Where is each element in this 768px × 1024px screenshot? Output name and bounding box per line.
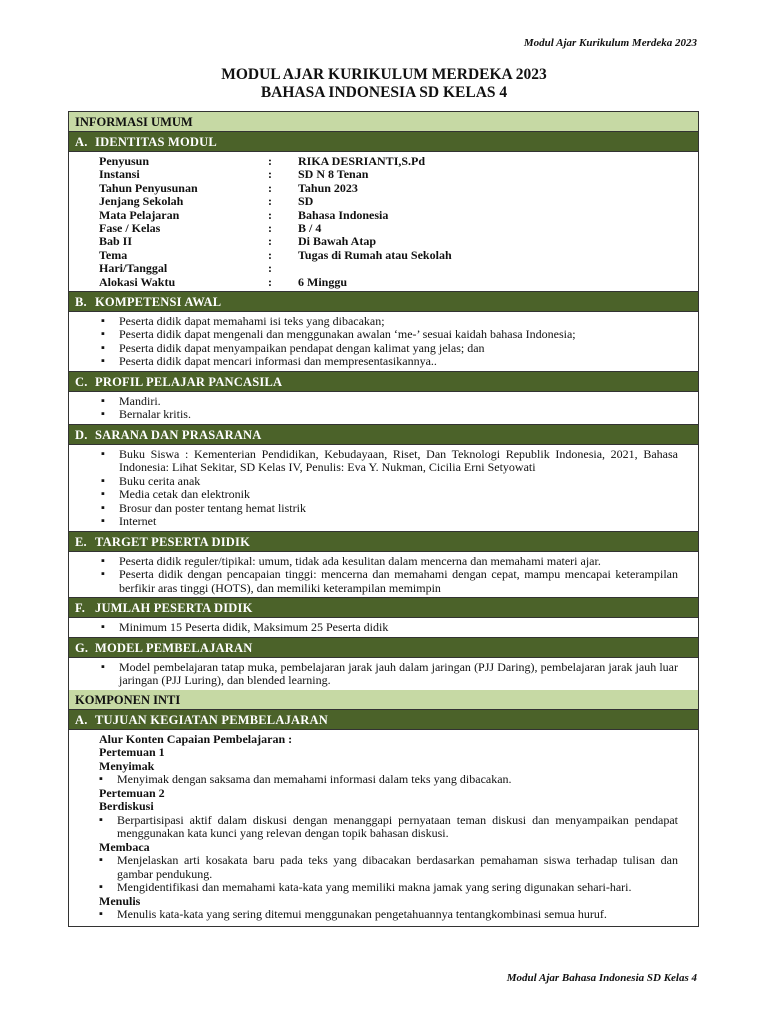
identitas-separator: : <box>268 180 272 195</box>
identitas-value: B / 4 <box>298 220 322 235</box>
identitas-row <box>99 182 698 195</box>
list-item: ▪ Mandiri. <box>101 395 678 409</box>
list-item: ▪ Berpartisipasi aktif dalam diskusi dengan menanggapi pernyataan teman diskusi dan menyampaikan pendapat menggunakan kata kunci yang relevan dengan topik bahasan diskusi. <box>99 814 678 841</box>
identitas-value: Tugas di Rumah atau Sekolah <box>298 247 452 262</box>
section-letter: E. <box>75 534 87 549</box>
identitas-separator: : <box>268 167 272 182</box>
bullet-list <box>69 658 698 690</box>
list-item: ▪ Bernalar kritis. <box>101 408 678 422</box>
section-title: TARGET PESERTA DIDIK <box>95 534 250 549</box>
list-item: ▪ Brosur dan poster tentang hemat listrik <box>101 502 678 516</box>
menulis-label: Menulis <box>99 893 141 908</box>
membaca-list <box>99 854 678 895</box>
identitas-separator: : <box>268 247 272 262</box>
list-item: ▪ Mengidentifikasi dan memahami kata-kata yang memiliki makna jamak yang sering digunakan sehari-hari. <box>99 881 678 895</box>
identitas-separator: : <box>268 154 272 168</box>
identitas-row <box>99 249 698 262</box>
identitas-key: Alokasi Waktu <box>99 274 176 289</box>
pertemuan-1-label: Pertemuan 1 <box>99 745 165 760</box>
identitas-heading <box>69 132 698 152</box>
identitas-key: Tahun Penyusunan <box>99 180 198 195</box>
list-item: ▪ Menyimak dengan saksama dan memahami informasi dalam teks yang dibacakan. <box>99 773 678 787</box>
identitas-key: Fase / Kelas <box>99 220 161 235</box>
menulis-list <box>99 908 678 922</box>
section-heading <box>69 638 698 658</box>
bullet-list <box>69 552 698 598</box>
identitas-body <box>69 152 698 292</box>
bullet-list <box>69 618 698 637</box>
berdiskusi-label: Berdiskusi <box>99 799 154 814</box>
list-item: ▪ Minimum 15 Peserta didik, Maksimum 25 Peserta didik <box>101 621 678 635</box>
section-letter: F. <box>75 601 86 616</box>
section-heading <box>69 292 698 312</box>
komponen-inti-heading: KOMPONEN INTI <box>69 690 698 710</box>
section-heading <box>69 532 698 552</box>
list-item: ▪ Media cetak dan elektronik <box>101 488 678 502</box>
identitas-row <box>99 195 698 208</box>
identitas-row <box>99 276 698 289</box>
running-footer: Modul Ajar Bahasa Indonesia SD Kelas 4 <box>506 972 697 984</box>
list-item: ▪ Buku Siswa : Kementerian Pendidikan, Kebudayaan, Riset, Dan Teknologi Republik Indonesia, 2021, Bahasa Indonesia: Lihat Sekitar, SD Kelas IV, Penulis: Eva Y. Nukman, Cicilia Erni Setyowati <box>101 448 678 475</box>
module-table <box>68 111 699 927</box>
identitas-row <box>99 222 698 235</box>
title-line-1: MODUL AJAR KURIKULUM MERDEKA 2023 <box>221 66 547 83</box>
section-letter: G. <box>75 640 89 655</box>
section-letter: A. <box>75 135 88 149</box>
tujuan-body <box>69 730 698 926</box>
list-item: ▪ Peserta didik dapat mengenali dan menggunakan awalan ‘me-’ sesuai kaidah bahasa Indonesia; <box>101 328 678 342</box>
identitas-separator: : <box>268 274 272 289</box>
identitas-row <box>99 168 698 181</box>
title-line-2: BAHASA INDONESIA SD KELAS 4 <box>260 84 508 101</box>
identitas-key: Instansi <box>99 167 140 182</box>
section-title: IDENTITAS MODUL <box>95 135 217 149</box>
identitas-row <box>99 262 698 275</box>
identitas-key: Hari/Tanggal <box>99 261 168 276</box>
identitas-value: 6 Minggu <box>298 274 348 289</box>
list-item: ▪ Peserta didik dapat menyampaikan pendapat dengan kalimat yang jelas; dan <box>101 342 678 356</box>
list-item: ▪ Model pembelajaran tatap muka, pembelajaran jarak jauh dalam jaringan (PJJ Daring), pembelajaran jarak jauh luar jaringan (PJJ Luring), dan blended learning. <box>101 661 678 688</box>
document-title <box>0 66 768 102</box>
identitas-separator: : <box>268 194 272 209</box>
tujuan-heading <box>69 710 698 730</box>
list-item: ▪ Peserta didik dapat mencari informasi dan mempresentasikannya.. <box>101 355 678 369</box>
identitas-value: Tahun 2023 <box>298 180 358 195</box>
list-item: ▪ Peserta didik reguler/tipikal: umum, tidak ada kesulitan dalam mencerna dan memahami materi ajar. <box>101 555 678 569</box>
running-header: Modul Ajar Kurikulum Merdeka 2023 <box>523 37 697 49</box>
section-letter: C. <box>75 374 88 389</box>
identitas-key: Tema <box>99 247 128 262</box>
bullet-list <box>69 445 698 531</box>
identitas-value <box>298 262 698 275</box>
list-item: ▪ Menulis kata-kata yang sering ditemui menggunakan pengetahuannya tentangkombinasi semua huruf. <box>99 908 678 922</box>
list-item: ▪ Internet <box>101 515 678 529</box>
identitas-value: SD <box>298 194 314 209</box>
list-item: ▪ Menjelaskan arti kosakata baru pada teks yang dibacakan berdasarkan pemahaman siswa terhadap tulisan dan gambar pendukung. <box>99 854 678 881</box>
section-heading <box>69 598 698 618</box>
identitas-value: RIKA DESRIANTI,S.Pd <box>298 154 426 168</box>
section-title: KOMPETENSI AWAL <box>95 294 222 309</box>
membaca-label: Membaca <box>99 839 150 854</box>
section-body <box>69 392 698 425</box>
section-body <box>69 618 698 638</box>
section-body <box>69 552 698 599</box>
identitas-separator: : <box>268 220 272 235</box>
identitas-key: Penyusun <box>99 154 150 168</box>
identitas-row <box>99 155 698 168</box>
identitas-separator: : <box>268 234 272 249</box>
list-item: ▪ Peserta didik dapat memahami isi teks yang dibacakan; <box>101 315 678 329</box>
identitas-key: Jenjang Sekolah <box>99 194 184 209</box>
bullet-list <box>69 392 698 424</box>
section-letter: A. <box>75 712 88 727</box>
identitas-key: Mata Pelajaran <box>99 207 180 222</box>
menyimak-label: Menyimak <box>99 758 155 773</box>
informasi-sections <box>69 292 698 690</box>
section-title: JUMLAH PESERTA DIDIK <box>95 601 253 616</box>
section-heading <box>69 372 698 392</box>
identitas-row <box>99 235 698 248</box>
section-heading <box>69 425 698 445</box>
section-letter: B. <box>75 294 87 309</box>
section-title: SARANA DAN PRASARANA <box>95 427 262 442</box>
section-title: TUJUAN KEGIATAN PEMBELAJARAN <box>95 712 328 727</box>
identitas-separator: : <box>268 261 272 276</box>
pertemuan-2-label: Pertemuan 2 <box>99 785 165 800</box>
list-item: ▪ Peserta didik dengan pencapaian tinggi: mencerna dan memahami dengan cepat, mampu mencapai keterampilan berfikir aras tinggi (HOTS), dan memiliki keterampilan memimpin <box>101 568 678 595</box>
section-letter: D. <box>75 427 88 442</box>
section-body <box>69 658 698 690</box>
list-item: ▪ Buku cerita anak <box>101 475 678 489</box>
section-title: MODEL PEMBELAJARAN <box>95 640 253 655</box>
identitas-row <box>99 209 698 222</box>
section-title: PROFIL PELAJAR PANCASILA <box>95 374 283 389</box>
section-body <box>69 312 698 372</box>
identitas-value: SD N 8 Tenan <box>298 167 369 182</box>
section-body <box>69 445 698 532</box>
identitas-key: Bab II <box>99 234 133 249</box>
identitas-value: Di Bawah Atap <box>298 234 377 249</box>
menyimak-list <box>99 773 678 787</box>
alur-label: Alur Konten Capaian Pembelajaran : <box>99 731 293 746</box>
informasi-umum-heading: INFORMASI UMUM <box>69 112 698 132</box>
berdiskusi-list <box>99 814 678 841</box>
identitas-value: Bahasa Indonesia <box>298 207 389 222</box>
identitas-separator: : <box>268 207 272 222</box>
bullet-list <box>69 312 698 371</box>
